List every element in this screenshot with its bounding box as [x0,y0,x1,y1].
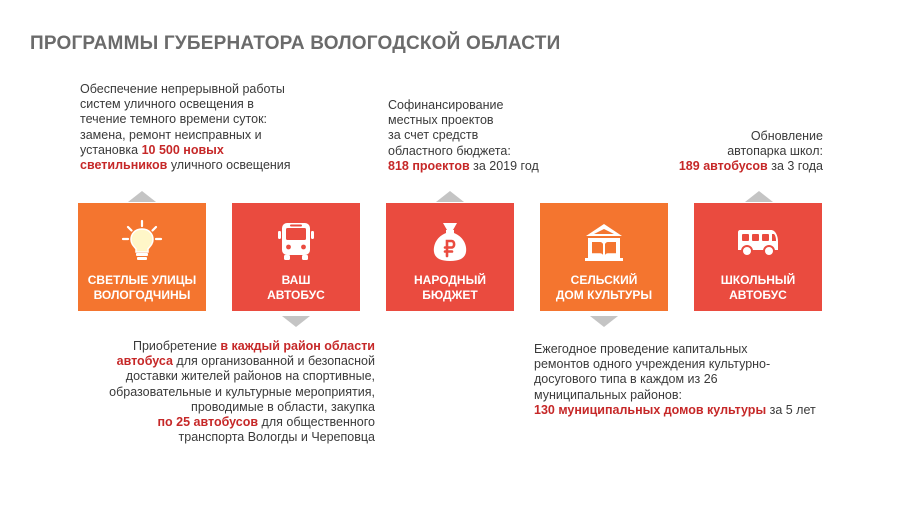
desc-line: досугового типа в каждом из 26 [534,372,718,387]
desc-text: установка [80,142,142,157]
desc-text: за 5 лет [766,402,816,417]
desc-highlight: 818 проектов [388,158,470,173]
desc-text: уличного освещения [167,158,291,173]
desc-line: образовательные и культурные мероприятия, [109,384,375,399]
desc-text: за 3 года [767,159,823,174]
desc-your-bus [70,339,375,445]
desc-line: Обновление [750,129,823,143]
desc-line: проводимые в области, закупка [191,399,375,414]
desc-highlight: по 25 автобусов [157,415,259,430]
desc-line [650,159,823,174]
desc-highlight: светильников [80,158,168,173]
desc-highlight: 130 муниципальных домов культуры [534,402,767,417]
desc-line: областного бюджета: [388,143,511,158]
desc-people-budget [388,98,568,174]
arrow-down-icon [590,316,618,327]
desc-line [70,354,375,369]
tile-label [414,273,486,303]
school-bus-icon [734,219,782,263]
tile-label-line: ШКОЛЬНЫЙ [720,273,796,287]
bus-icon [276,219,316,263]
light-bulb-icon [120,219,164,263]
desc-line: замена, ремонт неисправных и [80,127,262,142]
arrow-down-icon [282,316,310,327]
desc-line [534,403,834,418]
tile-people-budget[interactable] [386,203,514,311]
tile-bright-streets[interactable] [78,203,206,311]
tile-label-line: БЮДЖЕТ [422,288,478,302]
desc-text: за 2019 год [469,158,539,173]
tile-label-line: ВАШ [281,273,311,287]
desc-text: для организованной и безопасной [172,354,375,369]
arrow-up-icon [436,191,464,202]
desc-school-bus [650,129,823,175]
desc-line: муниципальных районов: [534,387,682,402]
desc-line [70,339,375,354]
desc-line [70,415,375,430]
desc-line: Обеспечение непрерывной работы [80,82,285,96]
tile-school-bus[interactable] [694,203,822,311]
desc-line: систем уличного освещения в [80,97,254,112]
arrow-up-icon [128,191,156,202]
desc-line: транспорта Вологды и Череповца [178,430,375,445]
desc-line: местных проектов [388,113,494,128]
tile-label-line: СЕЛЬСКИЙ [570,273,638,287]
desc-highlight: автобуса [116,354,173,369]
tile-label-line: ДОМ КУЛЬТУРЫ [555,288,653,302]
tile-label [556,273,652,303]
culture-house-icon [582,219,626,263]
tile-label-line: СВЕТЛЫЕ УЛИЦЫ [87,273,197,287]
desc-highlight: 10 500 новых [141,142,224,157]
desc-highlight: 189 автобусов [678,159,768,174]
tile-your-bus[interactable] [232,203,360,311]
desc-line: автопарка школ: [727,144,823,159]
desc-line: доставки жителей районов на спортивные, [125,369,375,384]
desc-highlight: в каждый район области [220,339,375,353]
desc-culture-house [534,342,834,418]
desc-line [80,158,330,173]
desc-text: для общественного [258,415,375,430]
tile-label-line: АВТОБУС [267,288,325,302]
tile-label [88,273,196,303]
desc-line [388,159,568,174]
desc-line: течение темного времени суток: [80,112,268,127]
tile-label-line: АВТОБУС [729,288,787,302]
arrow-up-icon [745,191,773,202]
tile-label [267,273,325,303]
tile-label-line: ВОЛОГОДЧИНЫ [93,288,191,302]
ruble-bag-icon [428,219,472,263]
desc-line: ремонтов одного учреждения культурно- [534,357,771,372]
desc-text: Приобретение [133,339,221,353]
desc-line [80,143,330,158]
desc-line: за счет средств [388,128,479,143]
desc-street-lighting [80,82,330,173]
tile-rural-culture-house[interactable] [540,203,668,311]
tile-label-line: НАРОДНЫЙ [414,273,486,287]
tile-label [721,273,796,303]
page-title: ПРОГРАММЫ ГУБЕРНАТОРА ВОЛОГОДСКОЙ ОБЛАСТИ [30,33,561,54]
desc-line: Софинансирование [388,98,504,112]
desc-line: Ежегодное проведение капитальных [534,342,748,356]
